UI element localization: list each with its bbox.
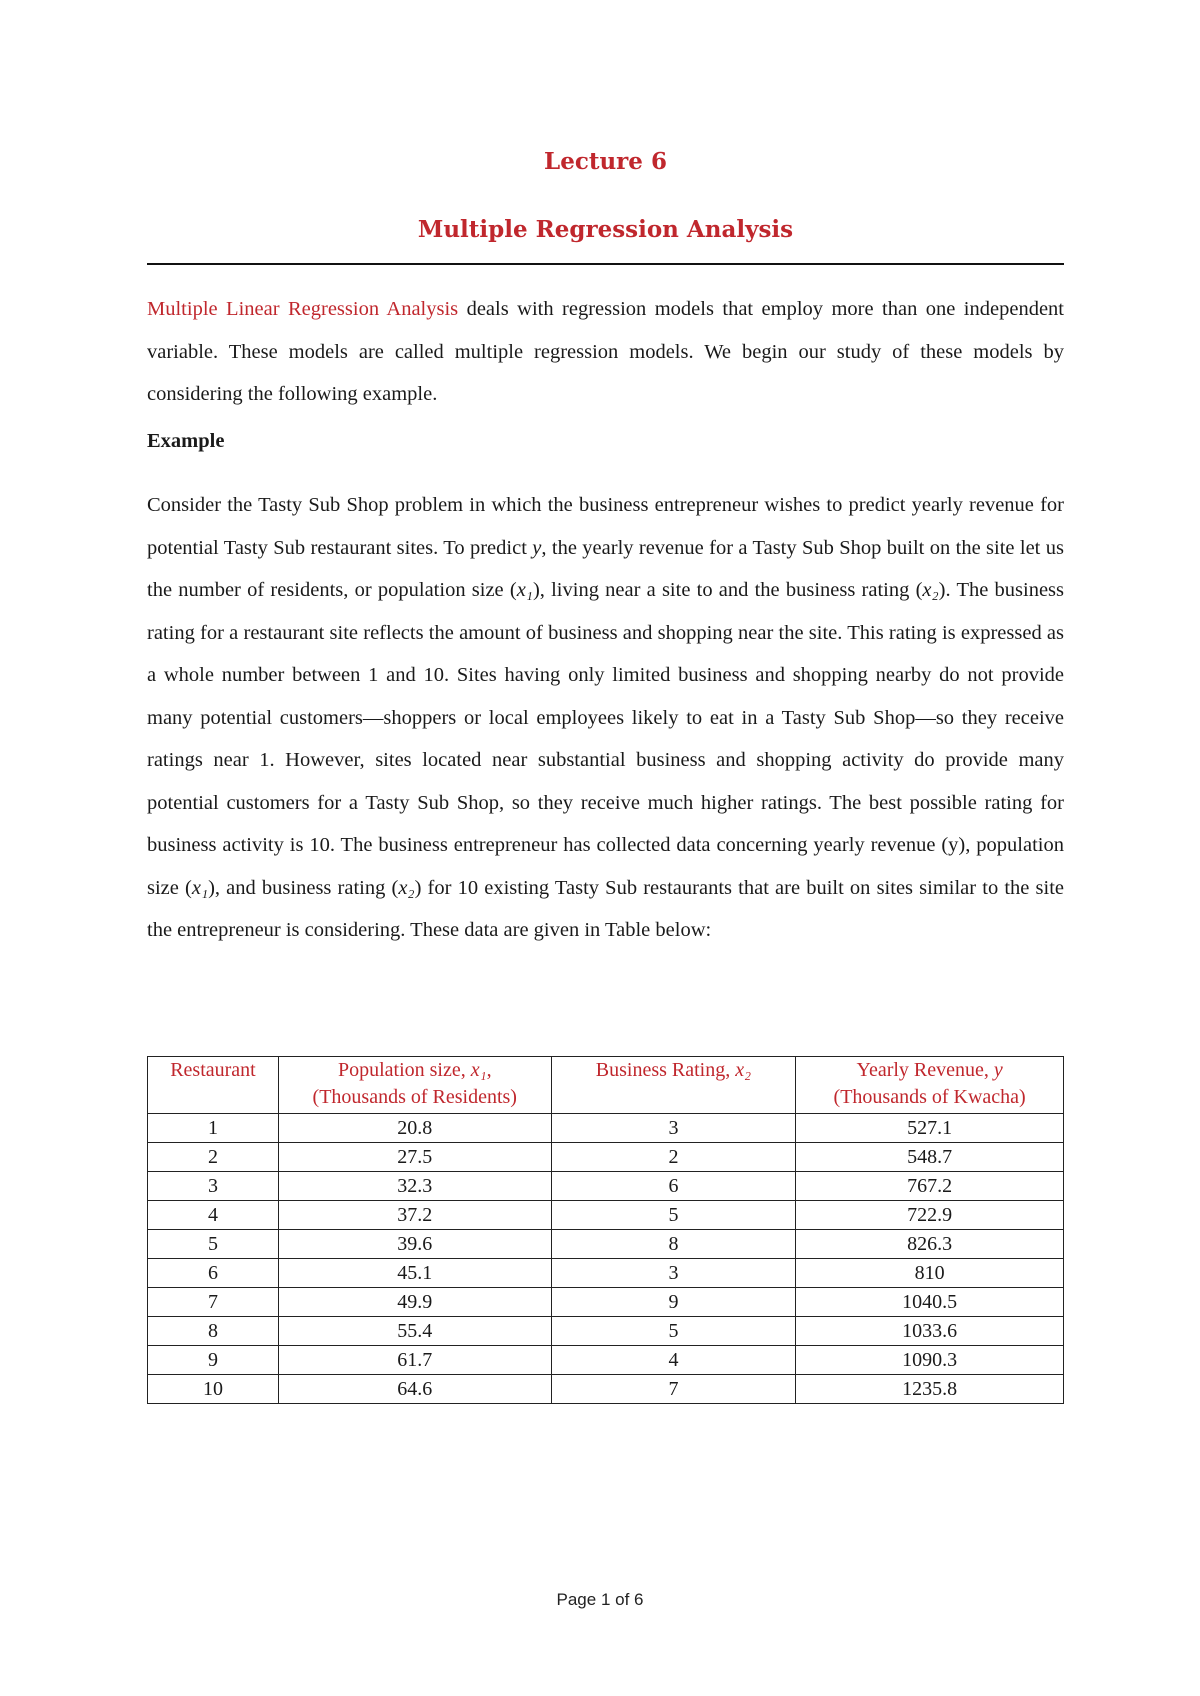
cell-revenue: 1040.5 bbox=[796, 1288, 1064, 1317]
table-row bbox=[148, 1375, 1064, 1404]
cell-population: 61.7 bbox=[278, 1346, 551, 1375]
cell-population: 20.8 bbox=[278, 1114, 551, 1143]
lecture-title: Lecture 6 bbox=[544, 148, 667, 175]
cell-rating: 4 bbox=[551, 1346, 796, 1375]
cell-revenue: 1033.6 bbox=[796, 1317, 1064, 1346]
cell-rating: 6 bbox=[551, 1172, 796, 1201]
cell-revenue: 722.9 bbox=[796, 1201, 1064, 1230]
header-rating: Business Rating, x₂ bbox=[551, 1057, 796, 1114]
cell-population: 37.2 bbox=[278, 1201, 551, 1230]
cell-restaurant: 9 bbox=[148, 1346, 279, 1375]
title-divider bbox=[147, 263, 1064, 265]
cell-population: 49.9 bbox=[278, 1288, 551, 1317]
header-revenue: Yearly Revenue, y (Thousands of Kwacha) bbox=[796, 1057, 1064, 1114]
table-row bbox=[148, 1172, 1064, 1201]
cell-restaurant: 8 bbox=[148, 1317, 279, 1346]
example-heading: Example bbox=[147, 430, 225, 452]
cell-restaurant: 2 bbox=[148, 1143, 279, 1172]
header-population: Population size, x₁, (Thousands of Residents) bbox=[278, 1057, 551, 1114]
cell-population: 45.1 bbox=[278, 1259, 551, 1288]
var-x1: x₁ bbox=[516, 579, 533, 601]
cell-rating: 3 bbox=[551, 1114, 796, 1143]
cell-rating: 5 bbox=[551, 1317, 796, 1346]
cell-revenue: 1235.8 bbox=[796, 1375, 1064, 1404]
cell-restaurant: 1 bbox=[148, 1114, 279, 1143]
cell-restaurant: 10 bbox=[148, 1375, 279, 1404]
table-row bbox=[148, 1201, 1064, 1230]
cell-revenue: 548.7 bbox=[796, 1143, 1064, 1172]
table-row bbox=[148, 1114, 1064, 1143]
cell-population: 55.4 bbox=[278, 1317, 551, 1346]
cell-rating: 7 bbox=[551, 1375, 796, 1404]
cell-restaurant: 5 bbox=[148, 1230, 279, 1259]
cell-revenue: 767.2 bbox=[796, 1172, 1064, 1201]
topic-title: Multiple Regression Analysis bbox=[417, 216, 794, 243]
table-row bbox=[148, 1317, 1064, 1346]
cell-restaurant: 4 bbox=[148, 1201, 279, 1230]
var-y: y bbox=[532, 536, 542, 559]
example-paragraph bbox=[147, 484, 1064, 952]
cell-rating: 9 bbox=[551, 1288, 796, 1317]
cell-rating: 3 bbox=[551, 1259, 796, 1288]
cell-revenue: 810 bbox=[796, 1259, 1064, 1288]
example-text-6: ) for 10 existing Tasty Sub restaurants that are built on sites similar to the site the entrepreneur is considering. These data are given in Table below: bbox=[147, 876, 1064, 941]
var-x2: x₂ bbox=[398, 876, 415, 899]
cell-restaurant: 3 bbox=[148, 1172, 279, 1201]
cell-restaurant: 6 bbox=[148, 1259, 279, 1288]
cell-population: 27.5 bbox=[278, 1143, 551, 1172]
var-x1: x₁ bbox=[191, 876, 209, 899]
cell-revenue: 527.1 bbox=[796, 1114, 1064, 1143]
example-text-3: ), living near a site to and the business rating ( bbox=[532, 579, 923, 601]
cell-rating: 2 bbox=[551, 1143, 796, 1172]
example-text-2: , the yearly revenue for a Tasty Sub Shop built on the site let us the number of residents, or population size ( bbox=[147, 536, 1064, 601]
cell-restaurant: 7 bbox=[148, 1288, 279, 1317]
header-restaurant: Restaurant bbox=[148, 1057, 279, 1114]
cell-population: 64.6 bbox=[278, 1375, 551, 1404]
table-header-row bbox=[148, 1057, 1064, 1114]
intro-text: deals with regression models that employ more than one independent variable. These models are called multiple regression models. We begin our study of these models by considering the following example. bbox=[147, 298, 1064, 405]
var-x2: x₂ bbox=[922, 579, 939, 601]
cell-revenue: 826.3 bbox=[796, 1230, 1064, 1259]
cell-rating: 5 bbox=[551, 1201, 796, 1230]
cell-population: 39.6 bbox=[278, 1230, 551, 1259]
cell-rating: 8 bbox=[551, 1230, 796, 1259]
example-text-4: ). The business rating for a restaurant site reflects the amount of business and shopping near the site. This rating is expressed as a whole number between 1 and 10. Sites having only limited business and shopping nearby do not provide many potential customers—shoppers or local employees likely to eat in a Tasty Sub Shop—so they receive ratings near 1. However, sites located near substantial business and shopping activity do provide many potential customers for a Tasty Sub Shop, so they receive much higher ratings. The best possible rating for business activity is 10. The business entrepreneur has collected data concerning yearly revenue (y), population size ( bbox=[147, 579, 1065, 899]
table-row bbox=[148, 1143, 1064, 1172]
cell-population: 32.3 bbox=[278, 1172, 551, 1201]
table-row bbox=[148, 1346, 1064, 1375]
page-number: Page 1 of 6 bbox=[556, 1590, 644, 1609]
table-row bbox=[148, 1230, 1064, 1259]
cell-revenue: 1090.3 bbox=[796, 1346, 1064, 1375]
restaurant-data-table bbox=[147, 1056, 1064, 1404]
table-row bbox=[148, 1288, 1064, 1317]
example-text-5: ), and business rating ( bbox=[208, 876, 399, 899]
intro-paragraph bbox=[147, 288, 1064, 416]
example-text-1: Consider the Tasty Sub Shop problem in which the business entrepreneur wishes to predict yearly revenue for potential Tasty Sub restaurant sites. To predict bbox=[147, 494, 1064, 559]
intro-term: Multiple Linear Regression Analysis bbox=[147, 298, 459, 320]
table-row bbox=[148, 1259, 1064, 1288]
